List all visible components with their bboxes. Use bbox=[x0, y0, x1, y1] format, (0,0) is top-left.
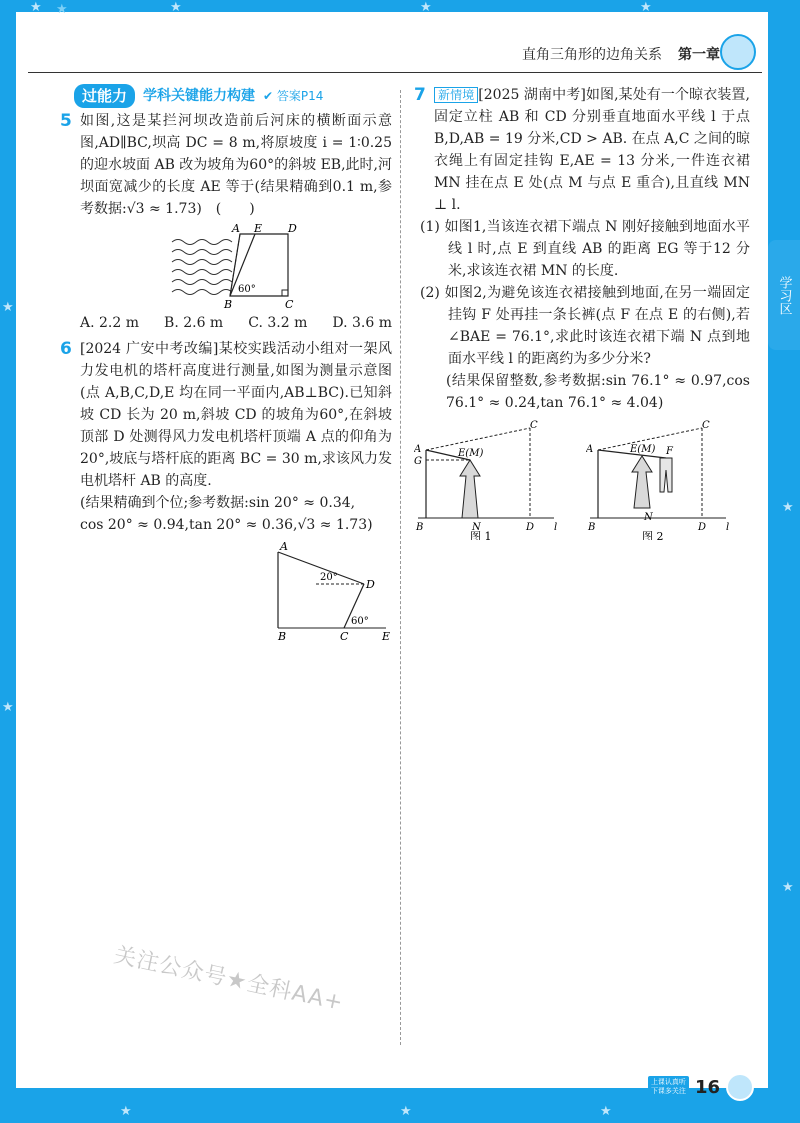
answer-ref[interactable]: ✔ 答案P14 bbox=[263, 89, 324, 103]
clothesline-figure-2 bbox=[586, 420, 736, 540]
dam-figure bbox=[170, 222, 310, 310]
choice-d[interactable]: D. 3.6 m bbox=[332, 315, 392, 331]
right-column bbox=[414, 84, 750, 540]
label-em: E(M) bbox=[458, 448, 484, 459]
label-angle-20: 20° bbox=[320, 572, 338, 583]
header-section: 直角三角形的边角关系 bbox=[522, 47, 662, 63]
label-e: E bbox=[254, 222, 263, 235]
label-c: C bbox=[285, 298, 294, 310]
sidebar-tab-label: 学习区 bbox=[776, 275, 792, 315]
section-title bbox=[74, 84, 392, 108]
wind-turbine-figure bbox=[256, 542, 396, 642]
question-text: 如图,这是某拦河坝改造前后河床的横断面示意图,AD∥BC,坝高 DC = 8 m,将原坡度 i = 1∶0.25 的迎水坡面 AB 改为坡角为60°的斜坡 EB,此时,河坝面宽减少的长度 AE 等于(结果精确到0.1 m,参考数据:√3 ≈ 1.73) ( ) bbox=[80, 113, 392, 217]
slogan-line1: 上课认真听 bbox=[650, 1078, 686, 1086]
choices bbox=[60, 312, 392, 334]
question-7 bbox=[414, 84, 750, 216]
label-l: l bbox=[554, 522, 558, 533]
label-f: F bbox=[666, 446, 673, 457]
star-icon: ★ bbox=[30, 0, 42, 15]
star-icon: ★ bbox=[640, 0, 652, 15]
column-divider bbox=[400, 90, 401, 1045]
label-n: N bbox=[472, 522, 481, 533]
choice-a[interactable]: A. 2.2 m bbox=[80, 315, 140, 331]
pants-shape bbox=[660, 458, 672, 492]
header-chapter: 第一章 bbox=[678, 47, 720, 63]
label-a: A bbox=[232, 222, 240, 235]
figure-caption: 图 1 bbox=[470, 530, 492, 540]
question-number: 6 bbox=[60, 339, 72, 359]
mascot-icon bbox=[726, 1073, 754, 1101]
dress-shape bbox=[632, 456, 652, 508]
label-a: A bbox=[414, 444, 422, 455]
q6-note-line2: cos 20° ≈ 0.94,tan 20° ≈ 0.36,√3 ≈ 1.73) bbox=[80, 517, 373, 533]
figure-caption: 图 2 bbox=[642, 530, 664, 540]
label-a: A bbox=[586, 444, 594, 455]
label-em: E(M) bbox=[630, 444, 656, 455]
star-icon: ★ bbox=[400, 1104, 412, 1119]
clothesline-figure-1 bbox=[414, 420, 564, 540]
star-icon: ★ bbox=[420, 0, 432, 15]
sub-question-2: (2) 如图2,为避免该连衣裙接触到地面,在另一端固定挂钩 F 处再挂一条长裤(点 F 在点 E 的右侧),若∠BAE = 76.1°,求此时该连衣裙下端 N 点到地面水平线 l 的距离约为多少分米? bbox=[420, 285, 750, 367]
footer-slogan bbox=[648, 1076, 689, 1098]
label-e: E bbox=[382, 630, 391, 642]
page-header bbox=[522, 44, 720, 64]
label-b: B bbox=[416, 522, 424, 533]
label-n: N bbox=[644, 512, 653, 523]
question-tag: 新情境 bbox=[434, 87, 478, 103]
question-text: 如图,某处有一个晾衣装置,固定立柱 AB 和 CD 分别垂直地面水平线 l 于点 B,D,AB = 19 分米,CD > AB. 在点 A,C 之间的晾衣绳上有固定挂钩 E,AE = 13 分米,一件连衣裙 MN 挂在点 E 处(点 M 与点 E 重合),且直线 MN ⊥ l. bbox=[434, 87, 750, 213]
choice-b[interactable]: B. 2.6 m bbox=[164, 315, 224, 331]
question-source: [2025 湖南中考] bbox=[478, 87, 586, 103]
label-b: B bbox=[588, 522, 596, 533]
rope-ac bbox=[426, 428, 530, 450]
left-column bbox=[60, 84, 392, 642]
label-a: A bbox=[280, 542, 288, 553]
watermark: 关注公众号★全科AA+ bbox=[111, 942, 346, 1016]
star-icon: ★ bbox=[56, 2, 68, 17]
label-d: D bbox=[698, 522, 707, 533]
label-c: C bbox=[530, 420, 538, 431]
label-b: B bbox=[224, 298, 233, 310]
sidebar-tab[interactable] bbox=[768, 240, 800, 350]
star-icon: ★ bbox=[782, 880, 794, 895]
label-d: D bbox=[288, 222, 297, 235]
question-text: 某校实践活动小组对一架风力发电机的塔杆高度进行测量,如图为测量示意图(点 A,B,C,D,E 均在同一平面内,AB⊥BC).已知斜坡 CD 长为 20 m,斜坡 CD 的坡角为60°,在斜坡顶部 D 处测得风力发电机塔杆顶端 A 点的仰角为20°,坡底与塔杆底的距离 BC = 30 m,求该风力发电机塔杆 AB 的高度. bbox=[80, 341, 393, 489]
star-icon: ★ bbox=[782, 500, 794, 515]
label-d: D bbox=[526, 522, 535, 533]
choice-c[interactable]: C. 3.2 m bbox=[248, 315, 308, 331]
mascot-icon bbox=[720, 34, 756, 70]
star-icon: ★ bbox=[120, 1104, 132, 1119]
sub-question-1: (1) 如图1,当该连衣裙下端点 N 刚好接触到地面水平线 l 时,点 E 到直线 AB 的距离 EG 等于12 分米,求该连衣裙 MN 的长度. bbox=[420, 219, 750, 279]
q7-note: (结果保留整数,参考数据:sin 76.1° ≈ 0.97,cos 76.1° ≈ 0.24,tan 76.1° ≈ 4.04) bbox=[446, 373, 750, 411]
water-waves bbox=[172, 240, 232, 295]
label-d: D bbox=[366, 578, 375, 591]
header-rule bbox=[28, 72, 762, 73]
section-subtitle: 学科关键能力构建 bbox=[143, 88, 256, 104]
section-badge: 过能力 bbox=[74, 84, 135, 108]
question-6 bbox=[60, 338, 392, 492]
label-c: C bbox=[340, 630, 349, 642]
star-icon: ★ bbox=[170, 0, 182, 15]
question-number: 7 bbox=[414, 85, 426, 105]
q6-note bbox=[60, 492, 392, 536]
label-angle: 60° bbox=[238, 284, 256, 295]
page-footer bbox=[648, 1073, 754, 1101]
star-icon: ★ bbox=[2, 700, 14, 715]
star-icon: ★ bbox=[2, 300, 14, 315]
label-l: l bbox=[726, 522, 730, 533]
dress-shape bbox=[460, 460, 480, 518]
answer-ref-text: 答案P14 bbox=[276, 89, 324, 103]
page-number: 16 bbox=[694, 1076, 720, 1098]
star-icon: ★ bbox=[600, 1104, 612, 1119]
right-angle-mark bbox=[282, 290, 288, 296]
question-tag: [2024 广安中考改编] bbox=[80, 341, 219, 357]
slogan-line2: 下课多关注 bbox=[650, 1087, 686, 1095]
label-angle-60: 60° bbox=[351, 616, 369, 627]
label-b: B bbox=[278, 630, 287, 642]
figures-row bbox=[414, 420, 750, 540]
q6-note-line1: (结果精确到个位;参考数据:sin 20° ≈ 0.34, bbox=[80, 495, 356, 511]
label-g: G bbox=[414, 456, 422, 467]
label-c: C bbox=[702, 420, 710, 431]
question-number: 5 bbox=[60, 111, 72, 131]
question-5 bbox=[60, 110, 392, 220]
